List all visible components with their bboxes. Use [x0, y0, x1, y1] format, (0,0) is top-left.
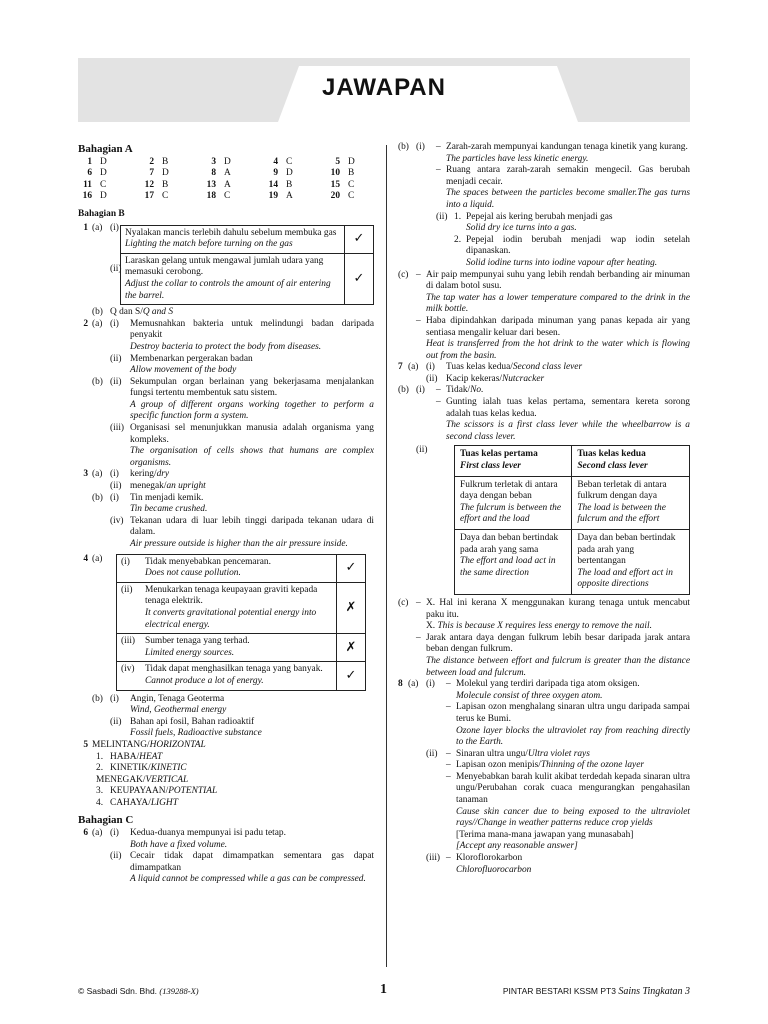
list-item: 3. KEUPAYAAN/POTENTIAL [96, 786, 218, 797]
section-title-a: Bahagian A [78, 143, 133, 155]
mcq-answers [78, 157, 374, 203]
table-row: (iv) Tidak dapat menghasilkan tenaga yang banyak. Cannot produce a lot of energy. ✓ [117, 662, 366, 690]
question-3: 3 (a) (i) kering/dry (ii) menegak/an upright (b) (i) Tin menjadi kemik. Tin became crushed. (iv) Tekanan udara di luar lebih tinggi daripada tekanan udara di dalam. Air pressure outside is higher than the air pressure inside. [83, 469, 374, 549]
question-5: 5 MELINTANG/HORIZONTAL 1. HABA/HEAT 2. KINETIK/KINETIC MENEGAK/VERTICAL 3. KEUPAYAAN/POTENTIAL 4. CAHAYA/LIGHT [78, 740, 374, 810]
left-column: Bahagian A 1 D 2 B 3 D 4 C 5 D 6 D 7 D 8 A 9 D 10 B 11 C 12 B 13 A 14 B 15 C 16 D 17 C 18 C 19 A 20 C Bahagian B 1 (a) (i) (ii) Nyalakan mancis terlebih dahulu sebelum membuka gas Lighting the match before turning on the gas ✓ Laraskan gelang untuk mengawal jumlah udara yang memasuki cerobong. Adjust the collar to controls the amount of air entering the barrel. ✓ (b) Q dan S/Q and S 2 (a) (i) Memusnahkan bakteria untuk melindungi badan daripada penyakit Destroy bacteria to protect the body from diseases. (ii) Membenarkan pergerakan badan Allow movement of the body (b) (ii) Sekumpulan organ berlainan yang bekerjasama menjalankan fungsi tertentu membentuk satu sistem. A group of different organs working together to perform a specific function form a system. (iii) Organisasi sel menunjukkan manusia adalah organisma yang kompleks. The organisation of cells shows that humans are complex organisms. 3 (a) (i) kering/dry (ii) menegak/an upright (b) (i) Tin menjadi kemik. Tin became crushed. (iv) Tekanan udara di luar lebih tinggi daripada tekanan udara di dalam. Air pressure outside is higher than the air pressure inside. 4 (a) (i) Tidak menyebabkan pencemaran. Does not cause pollution. ✓ (ii) Menukarkan tenaga keupayaan graviti kepada tenaga elektrik. It converts gravitational potential energy into electrical energy. ✗ (iii) Sumber tenaga yang terhad. Limited energy sources. ✗ (iv) Tidak dapat menghasilkan tenaga yang banyak. Cannot produce a lot of energy. ✓ (b) (i) Angin, Tenaga Geoterma Wind, Geothermal energy (ii) Bahan api fosil, Bahan radioaktif Fossil fuels, Radioactive substance 5 MELINTANG/HORIZONTAL 1. HABA/HEAT 2. KINETIK/KINETIC MENEGAK/VERTICAL 3. KEUPAYAAN/POTENTIAL 4. CAHAYA/LIGHT Bahagian C 6 (a) (i) Kedua-duanya mempunyai isi padu tetap. Both have a fixed volume. (ii) Cecair tidak dapat dimampatkan sementara gas dapat dimampatkan A liquid cannot be compressed while a gas can be compressed. [78, 142, 374, 886]
list-item: 4. CAHAYA/LIGHT [96, 797, 178, 808]
list-item: 2. KINETIK/KINETIC [96, 763, 187, 774]
lever-comparison-table: Tuas kelas pertama First class lever Tuas kelas kedua Second class lever Fulkrum terletak di antara daya dengan beban The fulcrum is between the effort and the load Beban terletak di antara fulkrum dengan daya The load is between the fulcrum and the effort Daya dan beban bertindak pada arah yang sama The effort and load act in the same direction Daya dan beban bertindak pada arah yang bertentangan The load and effort act in opposite directions [454, 445, 690, 595]
mcq-answer: 20 C [330, 191, 355, 202]
q4-tick-table [116, 554, 366, 691]
table-row: (i) Tidak menyebabkan pencemaran. Does not cause pollution. ✓ [117, 554, 366, 582]
page-title: JAWAPAN [322, 74, 446, 101]
question-4: 4 (a) (i) Tidak menyebabkan pencemaran. Does not cause pollution. ✓ (ii) Menukarkan tenaga keupayaan graviti kepada tenaga elektrik. It converts gravitational potential energy into electrical energy. ✗ (iii) Sumber tenaga yang terhad. Limited energy sources. ✗ (iv) Tidak dapat menghasilkan tenaga yang banyak. Cannot produce a lot of energy. ✓ [78, 554, 374, 691]
tick-mark: ✓ [337, 662, 366, 690]
mcq-answer: 15 C [330, 179, 355, 190]
table-row: (iii) Sumber tenaga yang terhad. Limited energy sources. ✗ [117, 634, 366, 662]
page-footer: © Sasbadi Sdn. Bhd. (139288-X) 1 PINTAR BESTARI KSSM PT3 Sains Tingkatan 3 [78, 982, 690, 997]
header-banner [78, 58, 690, 122]
q1-tick-table: Nyalakan mancis terlebih dahulu sebelum membuka gas Lighting the match before turning on the gas ✓ Laraskan gelang untuk mengawal jumlah udara yang memasuki cerobong. Adjust the collar to controls the amount of air entering the barrel. ✓ [120, 225, 374, 306]
mcq-answer: 11 C [83, 179, 107, 190]
column-divider [386, 145, 387, 967]
mcq-answer: 10 B [330, 168, 355, 179]
right-column [398, 142, 690, 876]
mcq-answer: 4 C [273, 156, 293, 167]
mcq-answer: 7 D [149, 168, 169, 179]
series-text: PINTAR BESTARI KSSM PT3 [502, 986, 616, 996]
question-7: 7 (a) (i) Tuas kelas kedua/Second class lever (ii) Kacip kekeras/Nutcracker (b) (i) – Tidak/No. – Gunting ialah tuas kelas pertama, sementara kereta sorong adalah tuas kelas kedua. The scissors is a first class lever while the wheelbarrow is a second class lever. (ii) Tuas kelas pertama First class lever Tuas kelas kedua Second class lever Fulkrum terletak di antara daya dengan beban The fulcrum is between the effort and the load Beban terletak di antara fulkrum dengan daya The load is between the fulcrum and the effort Daya dan beban bertindak pada arah yang sama The effort and load act in the same direction Daya dan beban bertindak pada arah yang bertentangan The load and effort act in opposite directions (c) – X. Hal ini kerana X menggunakan kurang tenaga untuk mencabut paku itu. X. This is because X requires less energy to remove the nail. – Jarak antara daya dengan fulkrum lebih besar daripada jarak antara beban dengan fulkrum. The distance between effort and fulcrum is greater than the distance between load and fulcrum. [398, 362, 690, 678]
question-1: 1 (a) (i) (ii) Nyalakan mancis terlebih dahulu sebelum membuka gas Lighting the match before turning on the gas ✓ Laraskan gelang untuk mengawal jumlah udara yang memasuki cerobong. Adjust the collar to controls the amount of air entering the barrel. ✓ [78, 223, 374, 306]
mcq-answer: 17 C [144, 191, 169, 202]
mcq-answer: 19 A [268, 191, 293, 202]
cross-mark: ✗ [337, 634, 366, 662]
mcq-answer: 12 B [144, 179, 169, 190]
mcq-answer: 6 D [87, 168, 107, 179]
publisher-text: © Sasbadi Sdn. Bhd. [78, 986, 158, 996]
section-title-c: Bahagian C [78, 814, 134, 827]
page-number: 1 [380, 982, 387, 997]
question-2: 2 (a) (i) Memusnahkan bakteria untuk melindungi badan daripada penyakit Destroy bacteria to protect the body from diseases. (ii) Membenarkan pergerakan badan Allow movement of the body (b) (ii) Sekumpulan organ berlainan yang bekerjasama menjalankan fungsi tertentu membentuk satu sistem. A group of different organs working together to perform a specific function form a system. (iii) Organisasi sel menunjukkan manusia adalah organisma yang kompleks. The organisation of cells shows that humans are complex organisms. [83, 318, 374, 468]
tick-mark: ✓ [345, 225, 374, 253]
question-6b: (b) (i) – Zarah-zarah mempunyai kandungan tenaga kinetik yang kurang. The particles have less kinetic energy. – Ruang antara zarah-zarah semakin mengecil. Gas berubah menjadi cecair. The spaces between the particles become smaller.The gas turns into a liquid. (ii) 1. Pepejal ais kering berubah menjadi gas Solid dry ice turns into a gas. 2. Pepejal iodin berubah menjadi wap iodin setelah dipanaskan. Solid iodine turns into iodine vapour after heating. (c) – Air paip mempunyai suhu yang lebih rendah berbanding air minuman di dalam botol susu. The tap water has a lower temperature compared to the drink in the milk bottle. – Haba dipindahkan daripada minuman yang panas kepada air yang sentiasa mengalir keluar dari besen. Heat is transferred from the hot drink to the water which is flowing out from the basin. [398, 142, 690, 361]
mcq-answer: 9 D [273, 168, 293, 179]
mcq-answer: 3 D [211, 156, 231, 167]
mcq-answer: 14 B [268, 179, 293, 190]
mcq-answer: 8 A [211, 168, 231, 179]
question-6a: 6 (a) (i) Kedua-duanya mempunyai isi padu tetap. Both have a fixed volume. (ii) Cecair tidak dapat dimampatkan sementara gas dapat dimampatkan A liquid cannot be compressed while a gas can be compressed. [83, 828, 374, 885]
section-title-b: Bahagian B [78, 208, 125, 219]
tick-mark: ✓ [337, 554, 366, 582]
mcq-answer: 1 D [87, 156, 107, 167]
question-8: 8 (a) (i) – Molekul yang terdiri daripada tiga atom oksigen. Molecule consist of three oxygen atom. – Lapisan ozon menghalang sinaran ultra ungu daripada sampai terus ke Bumi. Ozone layer blocks the ultraviolet ray from reaching directly to the Earth. (ii) – Sinaran ultra ungu/Ultra violet rays – Lapisan ozon menipis/Thinning of the ozone layer – Menyebabkan barah kulit akibat terdedah kepada sinaran ultra ungu/Perubahan corak cuaca mengurangkan pengahasilan tanaman Cause skin cancer due to being exposed to the ultraviolet rays//Change in weather patterns reduce crop yields [Terima mana-mana jawapan yang munasabah] [Accept any reasonable answer] (iii) – Kloroflorokarbon Chlorofluorocarbon [398, 679, 690, 875]
mcq-answer: 18 C [206, 191, 231, 202]
mcq-answer: 5 D [335, 156, 355, 167]
tick-mark: ✓ [345, 253, 374, 304]
cross-mark: ✗ [337, 582, 366, 633]
list-item: 1. HABA/HEAT [96, 751, 163, 762]
mcq-answer: 13 A [206, 179, 231, 190]
table-row: (ii) Menukarkan tenaga keupayaan graviti kepada tenaga elektrik. It converts gravitational potential energy into electrical energy. ✗ [117, 582, 366, 633]
mcq-answer: 2 B [149, 156, 169, 167]
mcq-answer: 16 D [82, 191, 107, 202]
